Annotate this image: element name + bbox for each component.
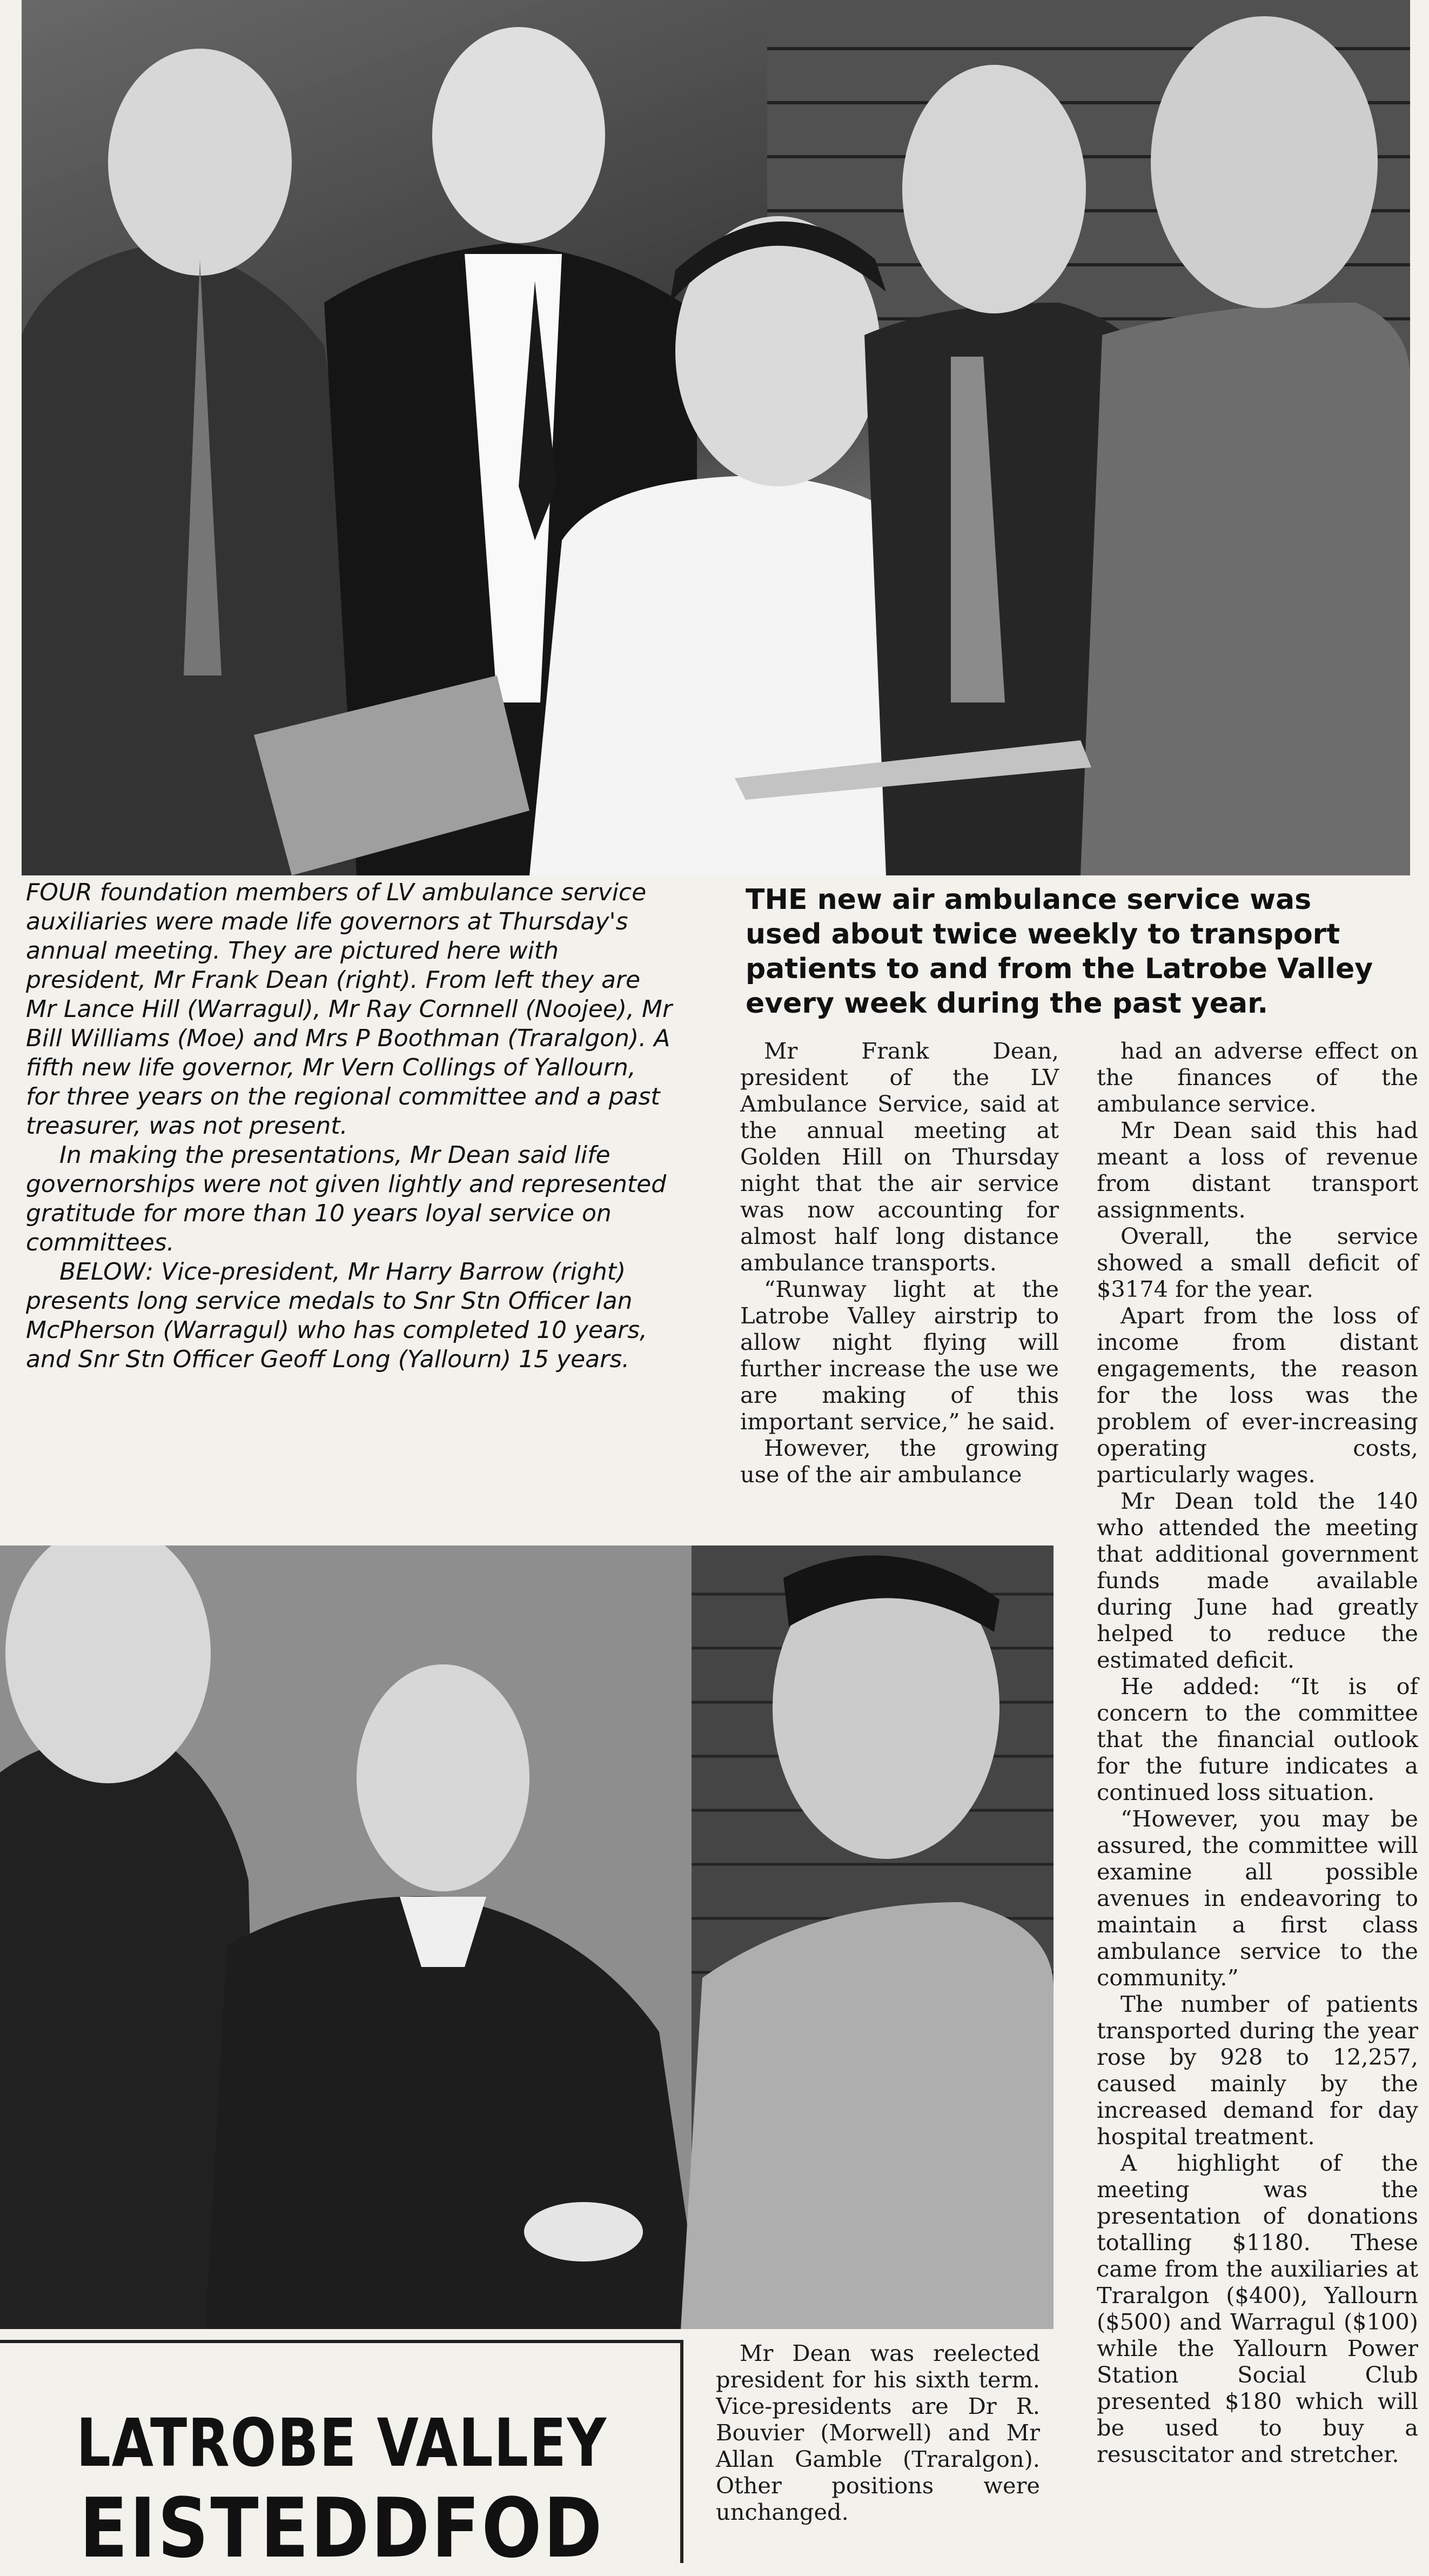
article-paragraph: Apart from the loss of income from distant engagements, the reason for the loss was the problem of ever-increasing operating costs, particularly wages. xyxy=(1097,1302,1418,1488)
article-paragraph: had an adverse effect on the finances of the ambulance service. xyxy=(1097,1038,1418,1117)
article-paragraph: Overall, the service showed a small deficit of $3174 for the year. xyxy=(1097,1223,1418,1302)
article-column-1 xyxy=(740,1038,1059,1488)
article-column-lower xyxy=(716,2340,1040,2525)
top-photo-figures xyxy=(22,0,1410,875)
article-paragraph: Mr Dean said this had meant a loss of revenue from distant transport assignments. xyxy=(1097,1117,1418,1223)
eisteddfod-heading-line1: LATROBE VALLEY xyxy=(76,2405,607,2481)
eisteddfod-heading-line2: EISTEDDFOD xyxy=(79,2480,604,2576)
article-column-2 xyxy=(1097,1038,1418,2467)
article-paragraph: “However, you may be assured, the committee will examine all possible avenues in endeavoring to maintain a first class ambulance service to the community.” xyxy=(1097,1805,1418,1991)
article-paragraph: Mr Dean was reelected president for his sixth term. Vice-presidents are Dr R. Bouvier (Morwell) and Mr Allan Gamble (Traralgon). Other positions were unchanged. xyxy=(716,2340,1040,2525)
caption-paragraph-below: BELOW: Vice-president, Mr Harry Barrow (right) presents long service medals to Snr Stn Officer Ian McPherson (Warragul) who has completed 10 years, and Snr Stn Officer Geoff Long (Yallourn) 15 years. xyxy=(26,1258,648,1373)
caption-paragraph-life-governors: FOUR foundation members of LV ambulance service auxiliaries were made life governors at Thursday's annual meeting. They are pictured here with president, Mr Frank Dean (right). From left they are Mr Lance Hill (Warragul), Mr Ray Cornnell (Noojee), Mr Bill Williams (Moe) and Mrs P Boothman (Traralgon). A fifth new life governor, Mr Vern Collings of Yallourn, for three years on the regional committee and a past treasurer, was not present. xyxy=(26,879,673,1140)
bottom-photo xyxy=(0,1545,1054,2329)
caption-paragraph-presentations: In making the presentations, Mr Dean said life governorships were not given lightly and represented gratitude for more than 10 years loyal service on committees. xyxy=(26,1141,667,1256)
top-photo xyxy=(22,0,1410,875)
article-paragraph: A highlight of the meeting was the presentation of donations totalling $1180. These came from the auxiliaries at Traralgon ($400), Yallourn ($500) and Warragul ($100) while the Yallourn Power Station Social Club presented $180 which will be used to buy a resuscitator and stretcher. xyxy=(1097,2150,1418,2467)
top-caption xyxy=(26,878,674,1374)
article-paragraph: However, the growing use of the air ambulance xyxy=(740,1435,1059,1488)
article-paragraph: The number of patients transported during the year rose by 928 to 12,257, caused mainly by the increased demand for day hospital treatment. xyxy=(1097,1991,1418,2150)
article-paragraph: Mr Frank Dean, president of the LV Ambulance Service, said at the annual meeting at Golden Hill on Thursday night that the air service was now accounting for almost half long distance ambulance transports. xyxy=(740,1038,1059,1276)
article-paragraph: He added: “It is of concern to the committee that the financial outlook for the future indicates a continued loss situation. xyxy=(1097,1673,1418,1805)
article-headline: THE new air ambulance service was used about twice weekly to transport patients to and from the Latrobe Valley every week during the past year. xyxy=(746,884,1373,1020)
bottom-photo-figures xyxy=(0,1545,1054,2329)
article-paragraph: “Runway light at the Latrobe Valley airstrip to allow night flying will further increase the use we are making of this important service,” he said. xyxy=(740,1276,1059,1435)
article-paragraph: Mr Dean told the 140 who attended the meeting that additional government funds made available during June had greatly helped to reduce the estimated deficit. xyxy=(1097,1488,1418,1673)
